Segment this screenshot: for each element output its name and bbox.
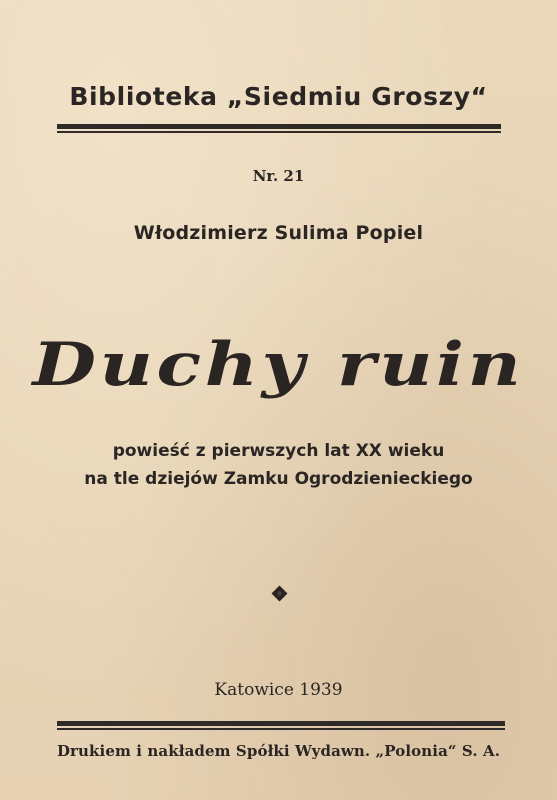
- rule-thin-line: [57, 131, 501, 133]
- author-name: Włodzimierz Sulima Popiel: [133, 222, 424, 244]
- rule-thin-line: [57, 728, 505, 730]
- top-double-rule: [57, 124, 501, 133]
- rule-thick-line: [57, 124, 501, 129]
- subtitle-line-1: powieść z pierwszych lat XX wieku: [112, 441, 445, 461]
- issue-number: Nr. 21: [252, 167, 305, 185]
- diamond-ornament-icon: [271, 585, 288, 602]
- bottom-double-rule: [57, 721, 505, 731]
- publisher-imprint: Drukiem i nakładem Spółki Wydawn. „Polonia“ S. A.: [56, 742, 501, 760]
- rule-thick-line: [57, 721, 505, 726]
- book-title: Duchy ruin: [32, 330, 525, 400]
- place-and-year: Katowice 1939: [214, 680, 343, 700]
- subtitle-line-2: na tle dziejów Zamku Ogrodzienieckiego: [84, 469, 473, 489]
- series-title: Biblioteka „Siedmiu Groszy“: [69, 82, 488, 111]
